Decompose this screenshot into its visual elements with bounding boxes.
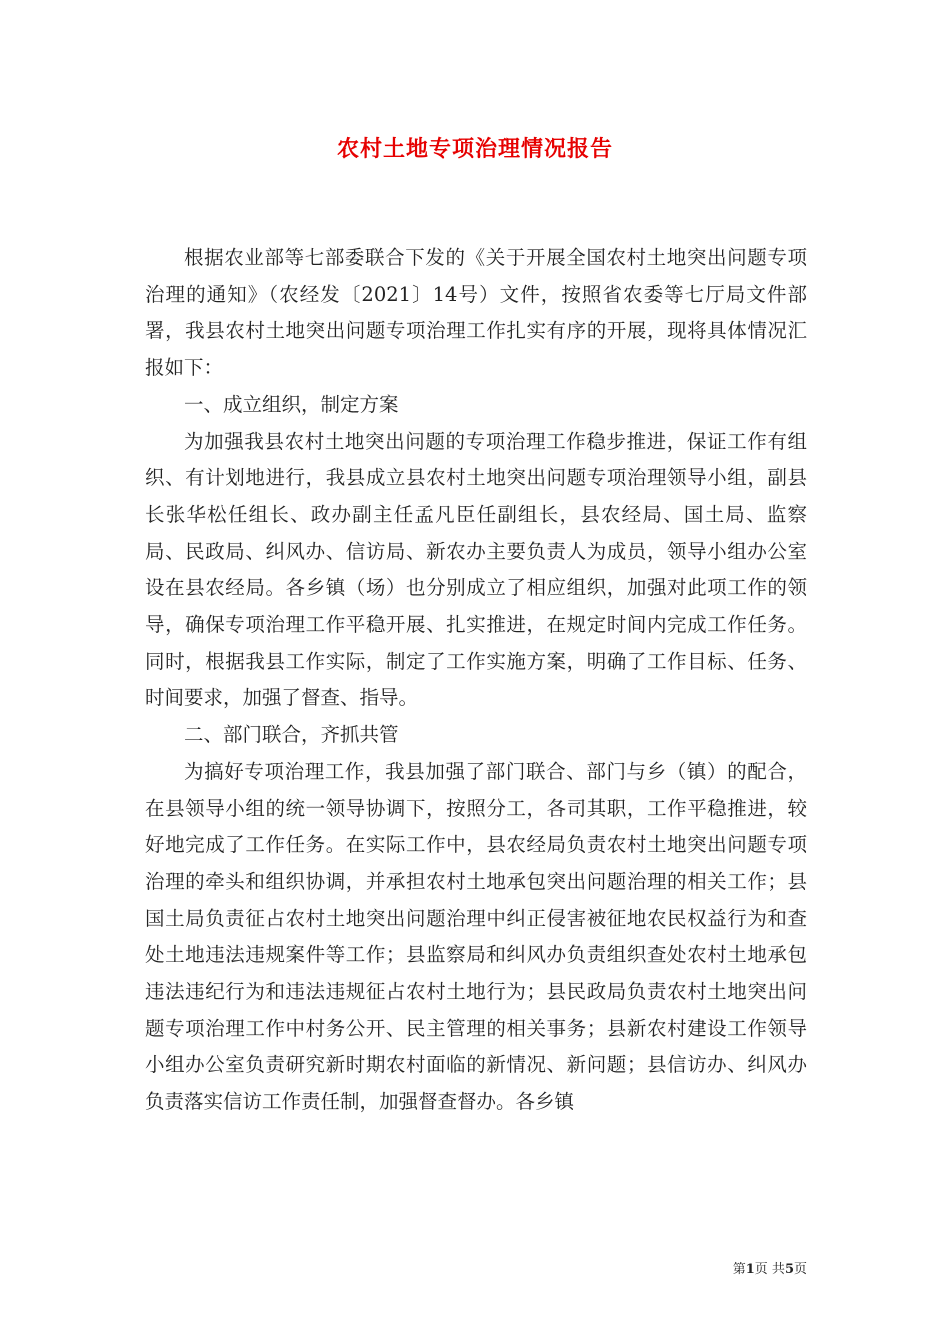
footer-total-pages: 5	[784, 1262, 794, 1277]
page-footer	[600, 1258, 807, 1277]
footer-current-page: 1	[745, 1262, 755, 1277]
paragraph-section-1: 为加强我县农村土地突出问题的专项治理工作稳步推进，保证工作有组织、有计划地进行，我县成立县农村土地突出问题专项治理领导小组，副县长张华松任组长、政办副主任孟凡臣任副组长，县农经局、国土局、监察局、民政局、纠风办、信访局、新农办主要负责人为成员，领导小组办公室设在县农经局。各乡镇（场）也分别成立了相应组织，加强对此项工作的领导，确保专项治理工作平稳开展、扎实推进，在规定时间内完成工作任务。同时，根据我县工作实际，制定了工作实施方案，明确了工作目标、任务、时间要求，加强了督查、指导。	[145, 429, 807, 710]
document-title: 农村土地专项治理情况报告	[336, 136, 613, 162]
footer-middle: 页 共	[754, 1262, 785, 1277]
footer-prefix: 第	[732, 1262, 746, 1277]
paragraph-intro: 根据农业部等七部委联合下发的《关于开展全国农村土地突出问题专项治理的通知》（农经发〔2021〕14号）文件，按照省农委等七厅局文件部署，我县农村土地突出问题专项治理工作扎实有序的开展，现将具体情况汇报如下：	[145, 246, 807, 380]
section-heading-2: 二、部门联合，齐抓共管	[184, 723, 399, 747]
document-body	[145, 240, 807, 1121]
paragraph-section-2: 为搞好专项治理工作，我县加强了部门联合、部门与乡（镇）的配合，在县领导小组的统一领导协调下，按照分工，各司其职，工作平稳推进，较好地完成了工作任务。在实际工作中，县农经局负责农村土地突出问题专项治理的牵头和组织协调，并承担农村土地承包突出问题治理的相关工作；县国土局负责征占农村土地突出问题治理中纠正侵害被征地农民权益行为和查处土地违法违规案件等工作；县监察局和纠风办负责组织查处农村土地承包违法违纪行为和违法违规征占农村土地行为；县民政局负责农村土地突出问题专项治理工作中村务公开、民主管理的相关事务；县新农村建设工作领导小组办公室负责研究新时期农村面临的新情况、新问题；县信访办、纠风办负责落实信访工作责任制，加强督查督办。各乡镇	[145, 759, 807, 1114]
section-heading-1: 一、成立组织，制定方案	[184, 392, 399, 416]
footer-suffix: 页	[793, 1262, 807, 1277]
